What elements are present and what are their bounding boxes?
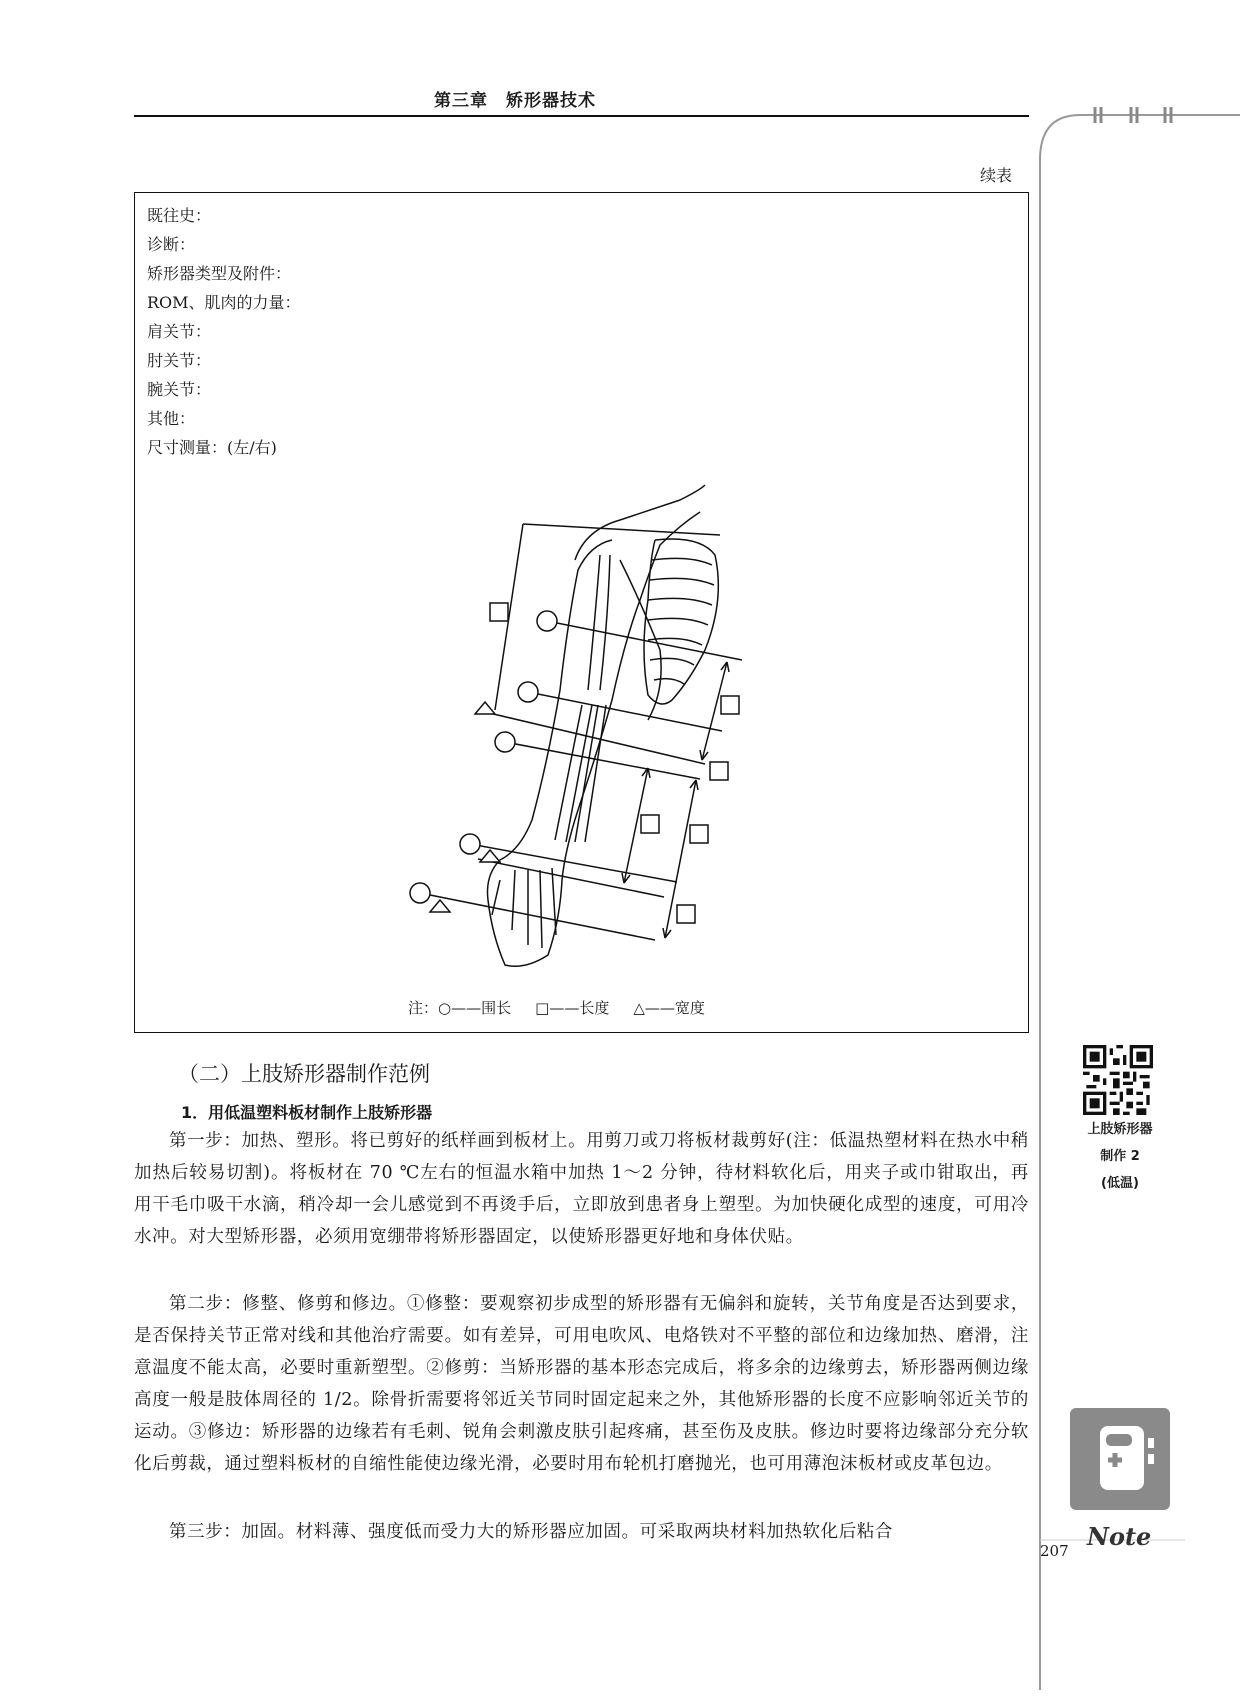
form-field-rom-strength: ROM、肌肉的力量：	[147, 293, 301, 312]
legend-square-label: ——长度	[549, 999, 610, 1017]
sub-heading: 1．用低温塑料板材制作上肢矫形器	[181, 1103, 433, 1122]
chapter-header: 第三章 矫形器技术	[434, 91, 596, 111]
continued-label: 续表	[980, 166, 1013, 185]
paragraph-step-3: 第三步：加固。材料薄、强度低而受力大的矫形器应加固。可采取两块材料加热软化后粘合	[169, 1522, 893, 1542]
figure-legend	[408, 997, 705, 1018]
section-heading: （二）上肢矫形器制作范例	[178, 1062, 430, 1086]
qr-caption-line-1: 上肢矫形器	[1087, 1122, 1153, 1137]
qr-code-image[interactable]	[1083, 1045, 1153, 1115]
form-field-measurement: 尺寸测量：(左/右)	[147, 438, 277, 457]
form-field-wrist: 腕关节：	[147, 380, 212, 399]
legend-circle-symbol: ○	[438, 999, 452, 1017]
legend-prefix: 注：	[408, 999, 439, 1017]
qr-caption-line-2: 制作 2	[1100, 1149, 1140, 1164]
qr-caption-line-3: (低温)	[1101, 1176, 1139, 1191]
form-field-other: 其他：	[147, 409, 196, 428]
page-number: 207	[1040, 1542, 1069, 1560]
arm-measurement-diagram	[380, 480, 760, 980]
note-label: Note	[1087, 1522, 1152, 1551]
form-field-elbow: 肘关节：	[147, 351, 212, 370]
note-icon	[1070, 1408, 1170, 1510]
legend-circle-label: ——围长	[451, 999, 512, 1017]
header-rule	[134, 115, 1029, 117]
legend-square-symbol: □	[535, 999, 550, 1017]
form-field-orthosis-type: 矫形器类型及附件：	[147, 264, 292, 283]
form-field-shoulder: 肩关节：	[147, 322, 212, 341]
legend-triangle-label: ——宽度	[644, 999, 705, 1017]
form-field-history: 既往史：	[147, 206, 212, 225]
legend-triangle-symbol: △	[633, 999, 645, 1017]
paragraph-step-2: 第二步：修整、修剪和修边。①修整：要观察初步成型的矫形器有无偏斜和旋转，关节角度是否达到要求，是否保持关节正常对线和其他治疗需要。如有差异，可用电吹风、电烙铁对不平整的部位和边缘加热、磨滑，注意温度不能太高，必要时重新塑型。②修剪：当矫形器的基本形态完成后，将多余的边缘剪去，矫形器两侧边缘高度一般是肢体周径的 1/2。除骨折需要将邻近关节同时固定起来之外，其他矫形器的长度不应影响邻近关节的运动。③修边：矫形器的边缘若有毛刺、锐角会刺激皮肤引起疼痛，甚至伤及皮肤。修边时要将边缘部分充分软化后剪裁，通过塑料板材的自缩性能使边缘光滑，必要时用布轮机打磨抛光，也可用薄泡沫板材或皮革包边。	[134, 1294, 1029, 1474]
paragraph-step-1: 第一步：加热、塑形。将已剪好的纸样画到板材上。用剪刀或刀将板材裁剪好(注：低温热塑材料在热水中稍加热后较易切割)。将板材在 70 ℃左右的恒温水箱中加热 1～2 分钟，待材料软化后，用夹子或巾钳取出，再用干毛巾吸干水滴，稍冷却一会儿感觉到不再烫手后，立即放到患者身上塑型。为加快硬化成型的速度，可用冷水冲。对大型矫形器，必须用宽绷带将矫形器固定，以使矫形器更好地和身体伏贴。	[134, 1131, 1029, 1247]
form-field-diagnosis: 诊断：	[147, 235, 196, 254]
